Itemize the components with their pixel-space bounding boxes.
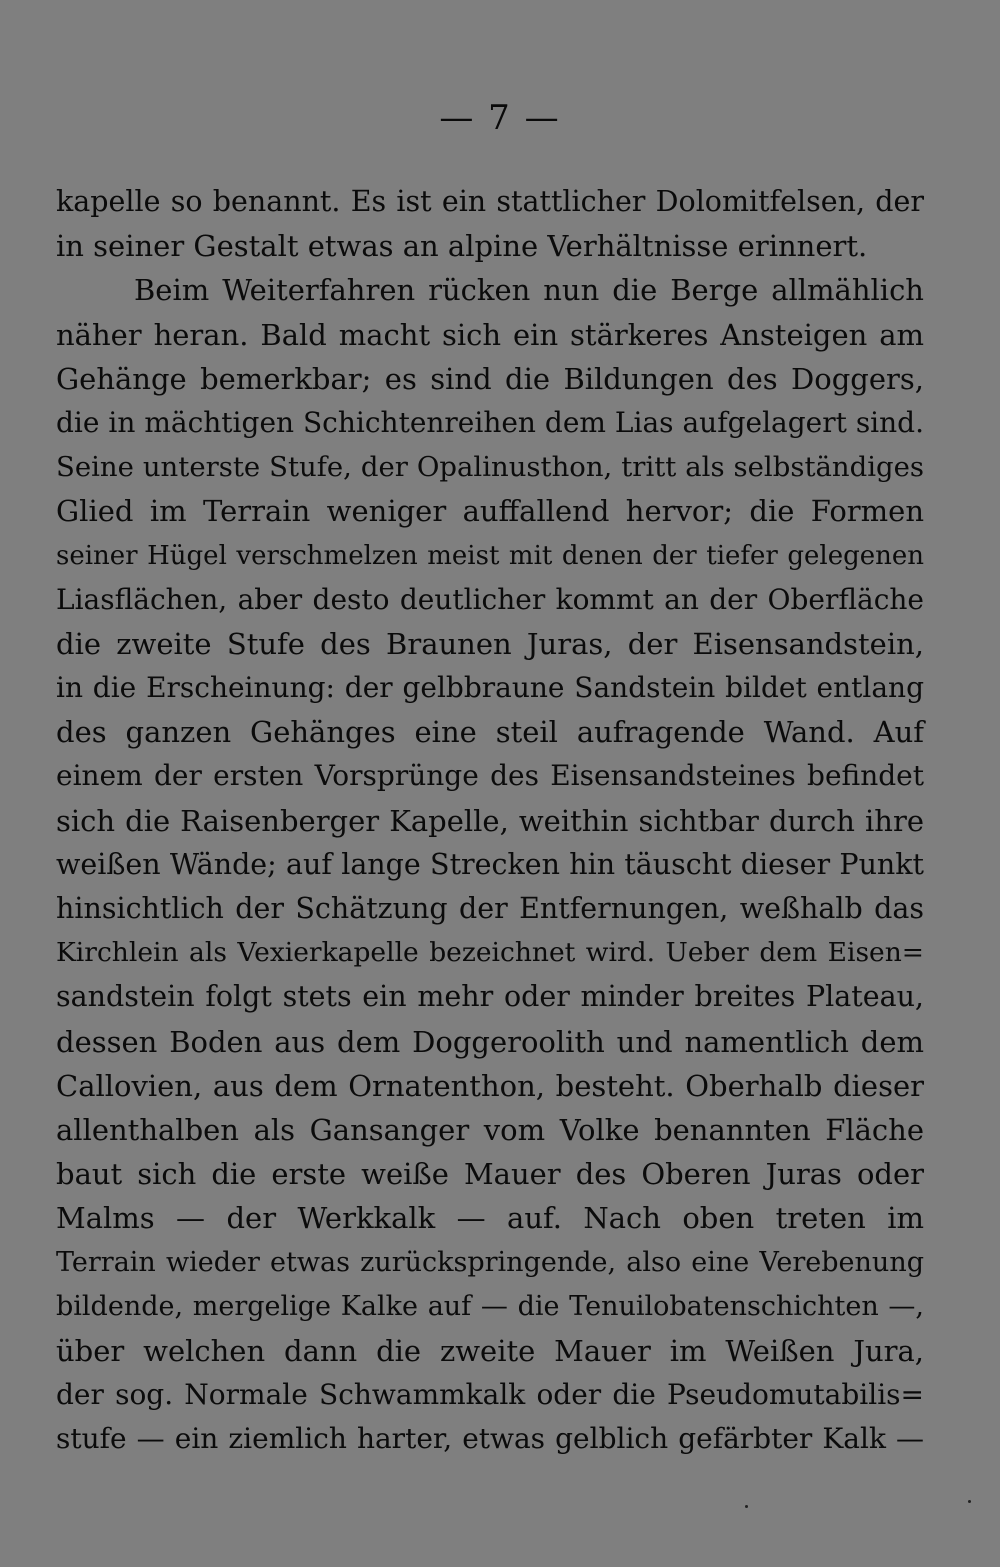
text-line: Gehänge bemerkbar; es sind die Bildungen des Doggers, [56,361,924,396]
text-line: allenthalben als Gansanger vom Volke benannten Fläche [56,1112,924,1147]
text-line: Glied im Terrain weniger auffallend hervor; die Formen [56,494,924,529]
text-line: der sog. Normale Schwammkalk oder die Pseudomutabilis= [56,1378,924,1412]
text-line: Seine unterste Stufe, der Opalinusthon, tritt als selbständiges [56,451,924,484]
page-number: — 7 — [439,98,561,138]
text-line: stufe — ein ziemlich harter, etwas gelblich gefärbter Kalk — [56,1422,924,1456]
text-line: hinsichtlich der Schätzung der Entfernungen, weßhalb das [56,892,924,925]
scan-speck [968,1500,971,1503]
text-line: Terrain wieder etwas zurückspringende, also eine Verebenung [56,1246,924,1278]
text-line: sandstein folgt stets ein mehr oder minder breites Plateau, [56,980,924,1014]
text-line: in seiner Gestalt etwas an alpine Verhältnisse erinnert. [56,229,868,264]
scan-speck [745,1505,748,1508]
text-line: die zweite Stufe des Braunen Juras, der Eisensandstein, [56,626,924,661]
text-line: dessen Boden aus dem Doggeroolith und namentlich dem [56,1024,924,1059]
text-line: Liasflächen, aber desto deutlicher kommt an der Oberfläche [56,582,924,616]
text-line: seiner Hügel verschmelzen meist mit denen der tiefer gelegenen [56,540,924,571]
text-line: Malms — der Werkkalk — auf. Nach oben treten im [56,1201,924,1236]
text-line: über welchen dann die zweite Mauer im Weißen Jura, [56,1333,924,1368]
text-line: baut sich die erste weiße Mauer des Oberen Juras oder [56,1157,924,1192]
text-line: Kirchlein als Vexierkapelle bezeichnet wird. Ueber dem Eisen= [56,937,924,969]
text-line: einem der ersten Vorsprünge des Eisensandsteines befindet [56,759,924,793]
text-line: bildende, mergelige Kalke auf — die Tenuilobatenschichten —, [56,1290,924,1322]
body-text [56,180,924,1461]
text-line: näher heran. Bald macht sich ein stärkeres Ansteigen am [56,317,924,352]
text-line: Callovien, aus dem Ornatenthon, besteht. Oberhalb dieser [56,1068,924,1103]
text-line: die in mächtigen Schichtenreihen dem Lias aufgelagert sind. [56,405,924,439]
text-line: Beim Weiterfahren rücken nun die Berge allmählich [134,273,924,308]
text-line: in die Erscheinung: der gelbbraune Sandstein bildet entlang [56,671,924,705]
text-line: des ganzen Gehänges eine steil aufragende Wand. Auf [56,715,924,750]
text-line: sich die Raisenberger Kapelle, weithin sichtbar durch ihre [56,803,924,838]
text-line: weißen Wände; auf lange Strecken hin täuscht dieser Punkt [56,847,924,881]
text-line: kapelle so benannt. Es ist ein stattlicher Dolomitfelsen, der [56,185,924,218]
